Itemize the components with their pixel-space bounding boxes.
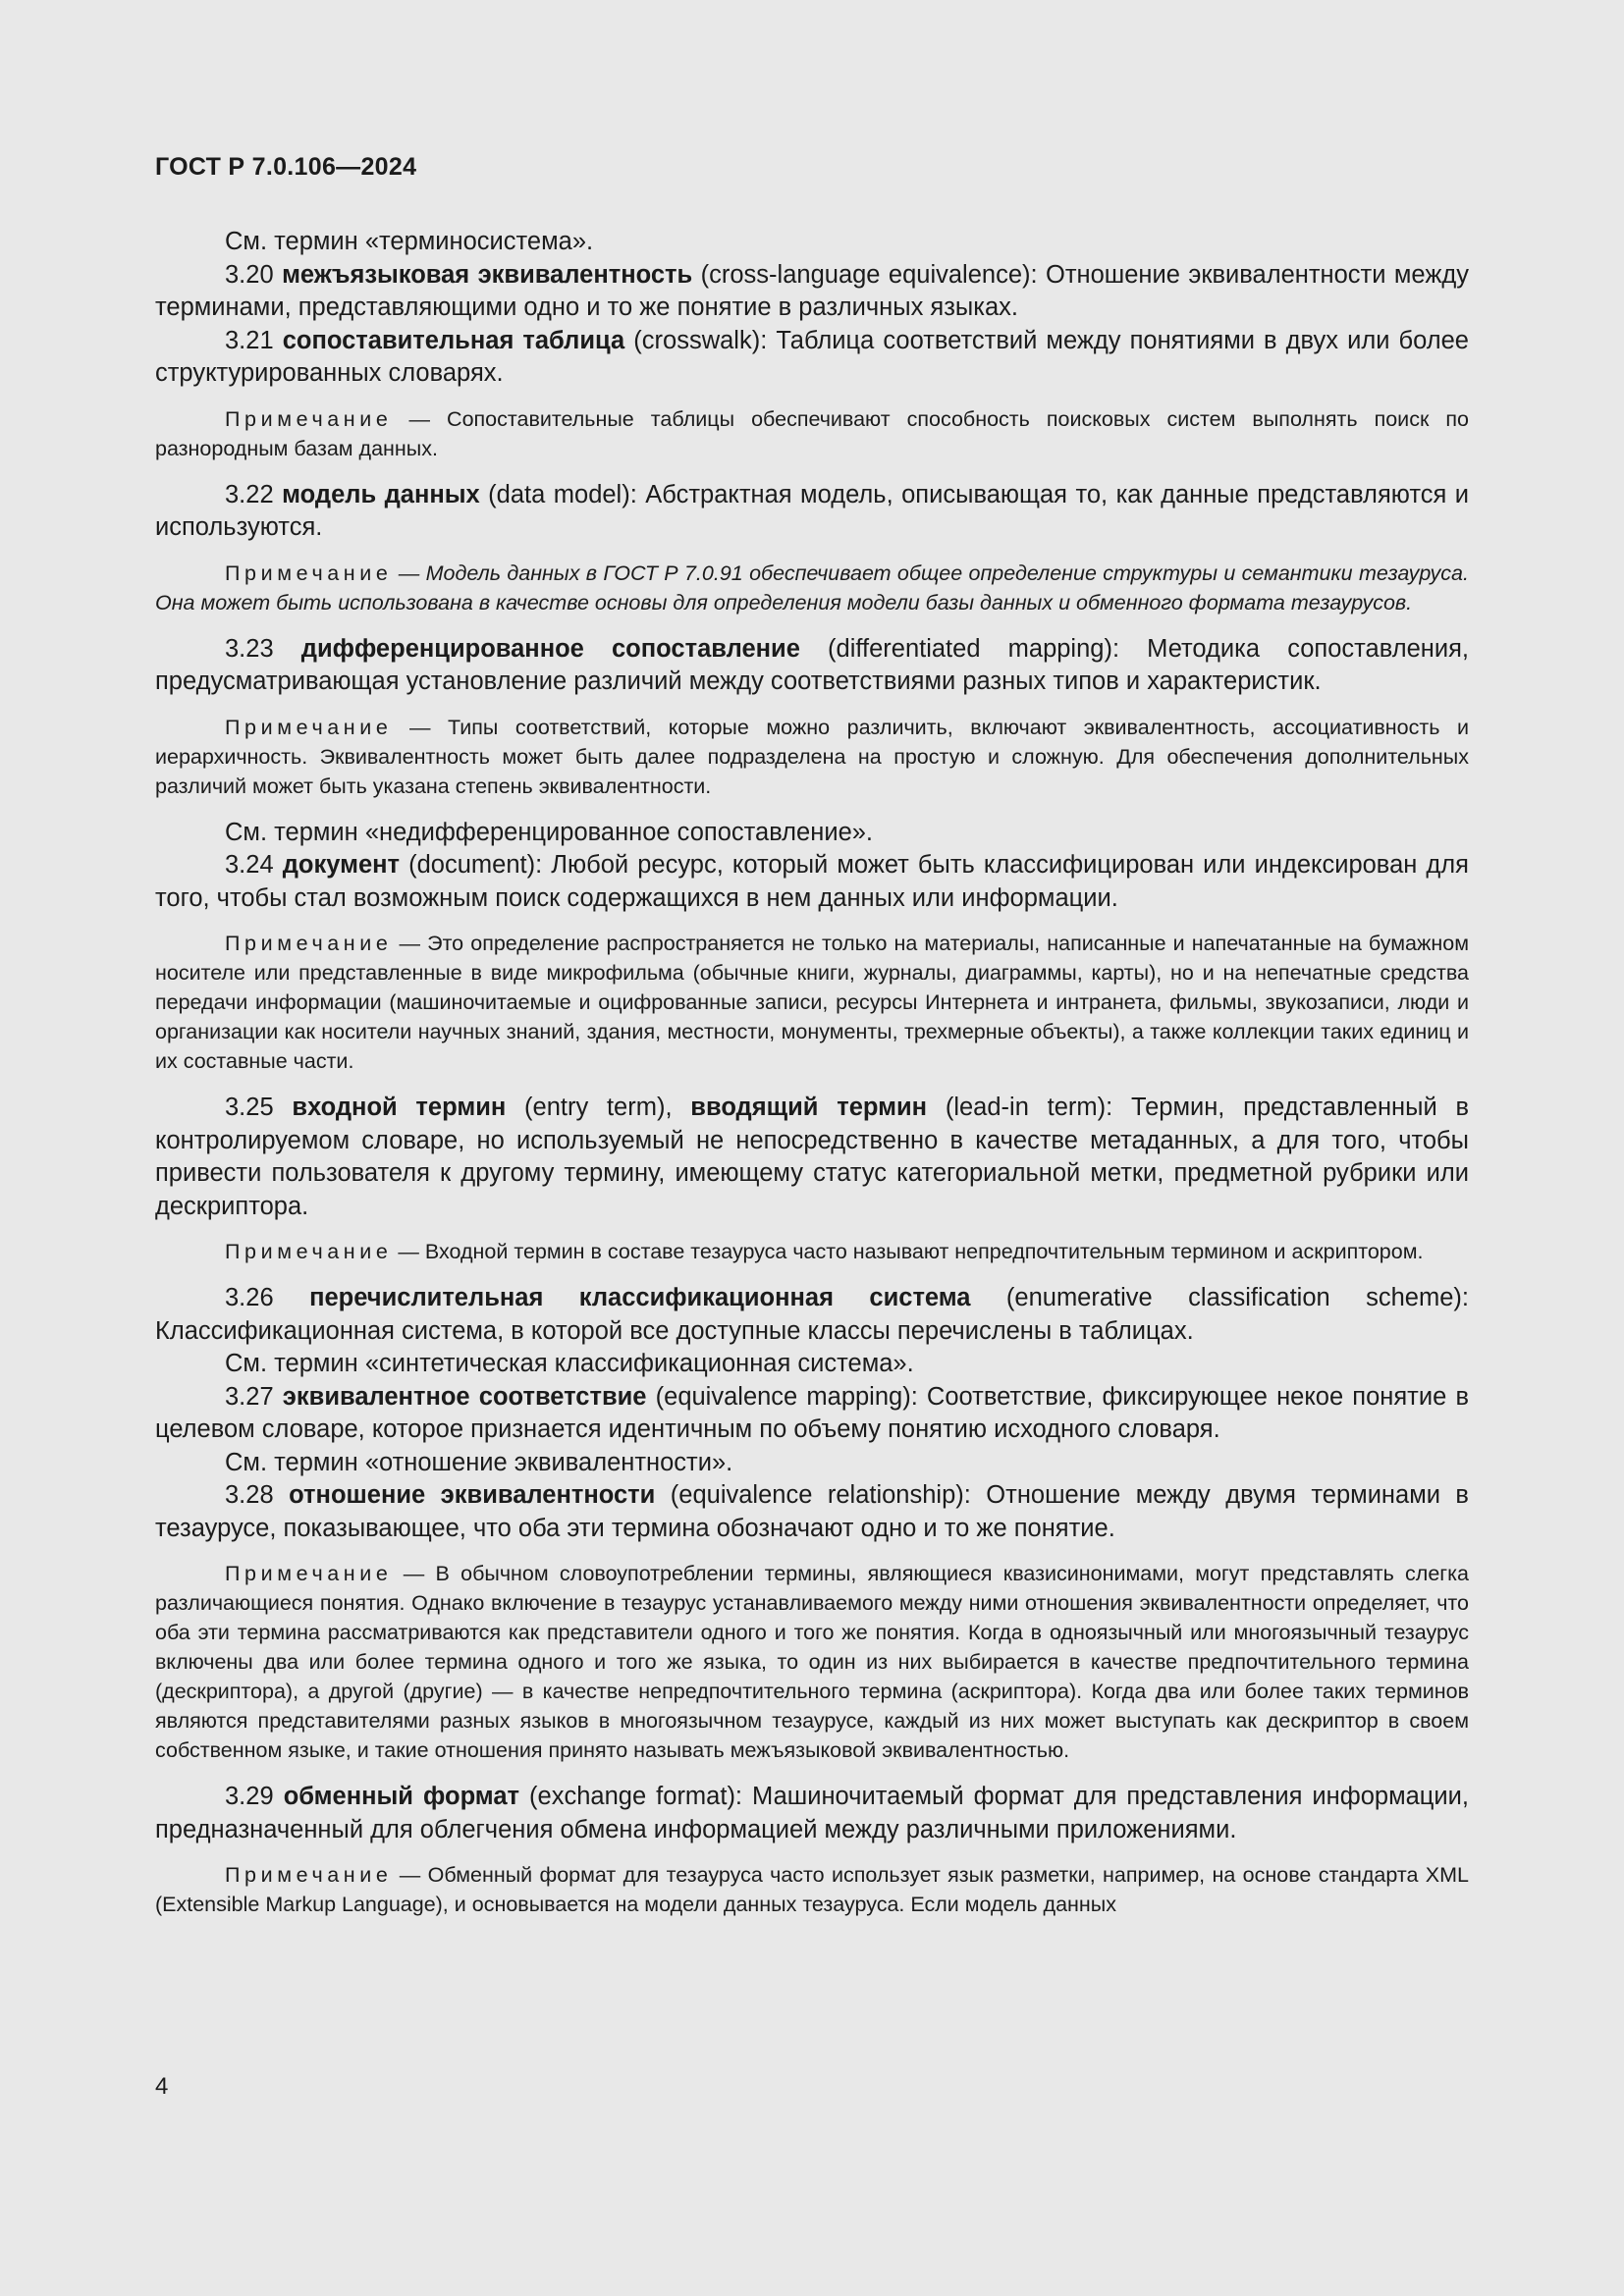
term-definition: (cross-language equivalence): Отношение эквивалентности между терминами, представляющими одно и то же понятие в различных языках. [155, 260, 1470, 321]
term-entry-3-25 [155, 1092, 1469, 1223]
term-definition: (lead-in term): Термин, представленный в контролируемом словаре, но используемый не непосредственно в качестве метаданных, а для того, чтобы привести пользователя к другому термину, имеющему статус категориальной метки, предметной рубрики или дескриптора. [155, 1094, 1469, 1220]
term-title-alt: вводящий термин [690, 1094, 928, 1121]
term-definition: (equivalence mapping): Соответствие, фиксирующее некое понятие в целевом словаре, которое признается идентичным по объему понятию исходного словаря. [155, 1382, 1469, 1443]
note-text: — Типы соответствий, которые можно различить, включают эквивалентность, ассоциативность и иерархичность. Эквивалентность может быть далее подразделена на простую и сложную. Для обеспечения дополнительных различий может быть указана степень эквивалентности. [155, 715, 1469, 798]
note-3-22 [155, 559, 1469, 617]
note-text: — Сопоставительные таблицы обеспечивают способность поисковых систем выполнять поиск по разнородным базам данных. [155, 406, 1469, 460]
term-definition: (equivalence relationship): Отношение между двумя терминами в тезаурусе, показывающее, что оба эти термина обозначают одно и то же понятие. [155, 1481, 1469, 1542]
see-term-line: См. термин «терминосистема». [225, 228, 594, 255]
term-number: 3.29 [225, 1783, 274, 1810]
term-number: 3.22 [225, 480, 274, 508]
term-english: (entry term), [506, 1094, 691, 1121]
term-entry-3-29 [155, 1781, 1469, 1846]
page-number: 4 [155, 2073, 169, 2100]
term-entry-3-20 [155, 259, 1469, 325]
note-label: Примечание [225, 406, 393, 431]
term-number: 3.20 [225, 260, 274, 289]
term-number: 3.27 [225, 1382, 274, 1411]
term-number: 3.28 [225, 1481, 274, 1509]
term-definition: (enumerative classification scheme): Классификационная система, в которой все доступные классы перечислены в таблицах. [155, 1284, 1469, 1345]
see-term-line: См. термин «недифференцированное сопоставление». [225, 818, 874, 846]
term-number: 3.26 [225, 1284, 274, 1311]
term-title: дифференцированное сопоставление [300, 634, 800, 663]
term-definition: (crosswalk): Таблица соответствий между понятиями в двух или более структурированных словарях. [155, 326, 1469, 387]
term-title: эквивалентное соответствие [282, 1382, 647, 1411]
term-title: обменный формат [283, 1783, 520, 1810]
term-entry-3-23 [155, 633, 1469, 699]
term-definition: (data model): Абстрактная модель, описывающая то, как данные представляются и используются. [155, 480, 1469, 541]
note-3-25 [155, 1237, 1469, 1266]
term-entry-3-27 [155, 1381, 1469, 1447]
note-3-23 [155, 713, 1469, 801]
term-entry-3-24 [155, 849, 1469, 915]
term-title: сопоставительная таблица [282, 326, 625, 354]
see-term-line: См. термин «синтетическая классификационная система». [225, 1350, 914, 1377]
term-number: 3.21 [225, 326, 274, 354]
term-entry-3-26 [155, 1282, 1469, 1348]
term-entry-3-21 [155, 325, 1469, 391]
document-header: ГОСТ Р 7.0.106—2024 [155, 153, 417, 181]
note-label: Примечание [225, 1562, 393, 1585]
term-definition: (exchange format): Машиночитаемый формат для представления информации, предназначенный для облегчения обмена информацией между различными приложениями. [155, 1783, 1469, 1843]
term-title: межъязыковая эквивалентность [282, 260, 693, 289]
note-text: — Это определение распространяется не только на материалы, написанные и напечатанные на бумажном носителе или представленные в виде микрофильма (обычные книги, журналы, диаграммы, карты), но и на непечатные средства передачи информации (машиночитаемые и оцифрованные записи, ресурсы Интернета и интранета, фильмы, звукозаписи, люди и организации как носители научных знаний, здания, местности, монументы, трехмерные объекты), а также коллекции таких единиц и их составные части. [155, 932, 1469, 1073]
note-text: — Обменный формат для тезауруса часто использует язык разметки, например, на основе стандарта XML (Extensible Markup Language), и основывается на модели данных тезауруса. Если модель данных [155, 1863, 1469, 1916]
term-number: 3.25 [225, 1094, 274, 1121]
term-definition: (document): Любой ресурс, который может быть классифицирован или индексирован для того, чтобы стал возможным поиск содержащихся в нем данных или информации. [155, 851, 1469, 912]
note-3-29 [155, 1860, 1469, 1919]
term-entry-3-28 [155, 1479, 1469, 1545]
term-number: 3.23 [225, 634, 274, 663]
note-text: — В обычном словоупотреблении термины, являющиеся квазисинонимами, могут представлять слегка различающиеся понятия. Однако включение в тезаурус устанавливаемого между ними отношения эквивалентности определяет, что оба эти термина рассматриваются как представители одного и того же понятия. Когда в одноязычный или многоязычный тезаурус включены два или более термина одного и того же языка, то один из них выбирается в качестве предпочтительного термина (дескриптора), а другой (другие) — в качестве непредпочтительного термина (аскриптора). Когда два или более таких терминов являются представителями разных языков в многоязычном тезаурусе, каждый из них может выступать как дескриптор в своем собственном языке, и такие отношения принято называть межъязыковой эквивалентностью. [155, 1562, 1469, 1762]
note-label: Примечание [225, 1240, 393, 1263]
term-title: входной термин [292, 1094, 507, 1121]
term-number: 3.24 [225, 851, 274, 879]
term-title: модель данных [282, 480, 480, 508]
term-title: перечислительная классификационная система [309, 1284, 971, 1311]
see-term-line: См. термин «отношение эквивалентности». [225, 1448, 733, 1476]
note-3-28 [155, 1559, 1469, 1765]
term-definition: (differentiated mapping): Методика сопоставления, предусматривающая установление различий между соответствиями разных типов и характеристик. [155, 634, 1469, 695]
note-3-24 [155, 929, 1469, 1076]
note-label: Примечание [225, 932, 393, 955]
note-label: Примечание [225, 1863, 393, 1887]
note-label: Примечание [225, 715, 393, 739]
term-title: отношение эквивалентности [289, 1481, 656, 1509]
term-entry-3-22 [155, 479, 1469, 545]
note-label: Примечание [225, 561, 393, 585]
note-text: — Модель данных в ГОСТ Р 7.0.91 обеспечивает общее определение структуры и семантики тезауруса. Она может быть использована в качестве основы для определения модели базы данных и обменного формата тезаурусов. [155, 561, 1469, 614]
term-title: документ [282, 851, 401, 879]
note-text: — Входной термин в составе тезауруса часто называют непредпочтительным термином и аскриптором. [392, 1240, 1424, 1263]
document-body [155, 226, 1469, 1935]
note-3-21 [155, 404, 1469, 463]
